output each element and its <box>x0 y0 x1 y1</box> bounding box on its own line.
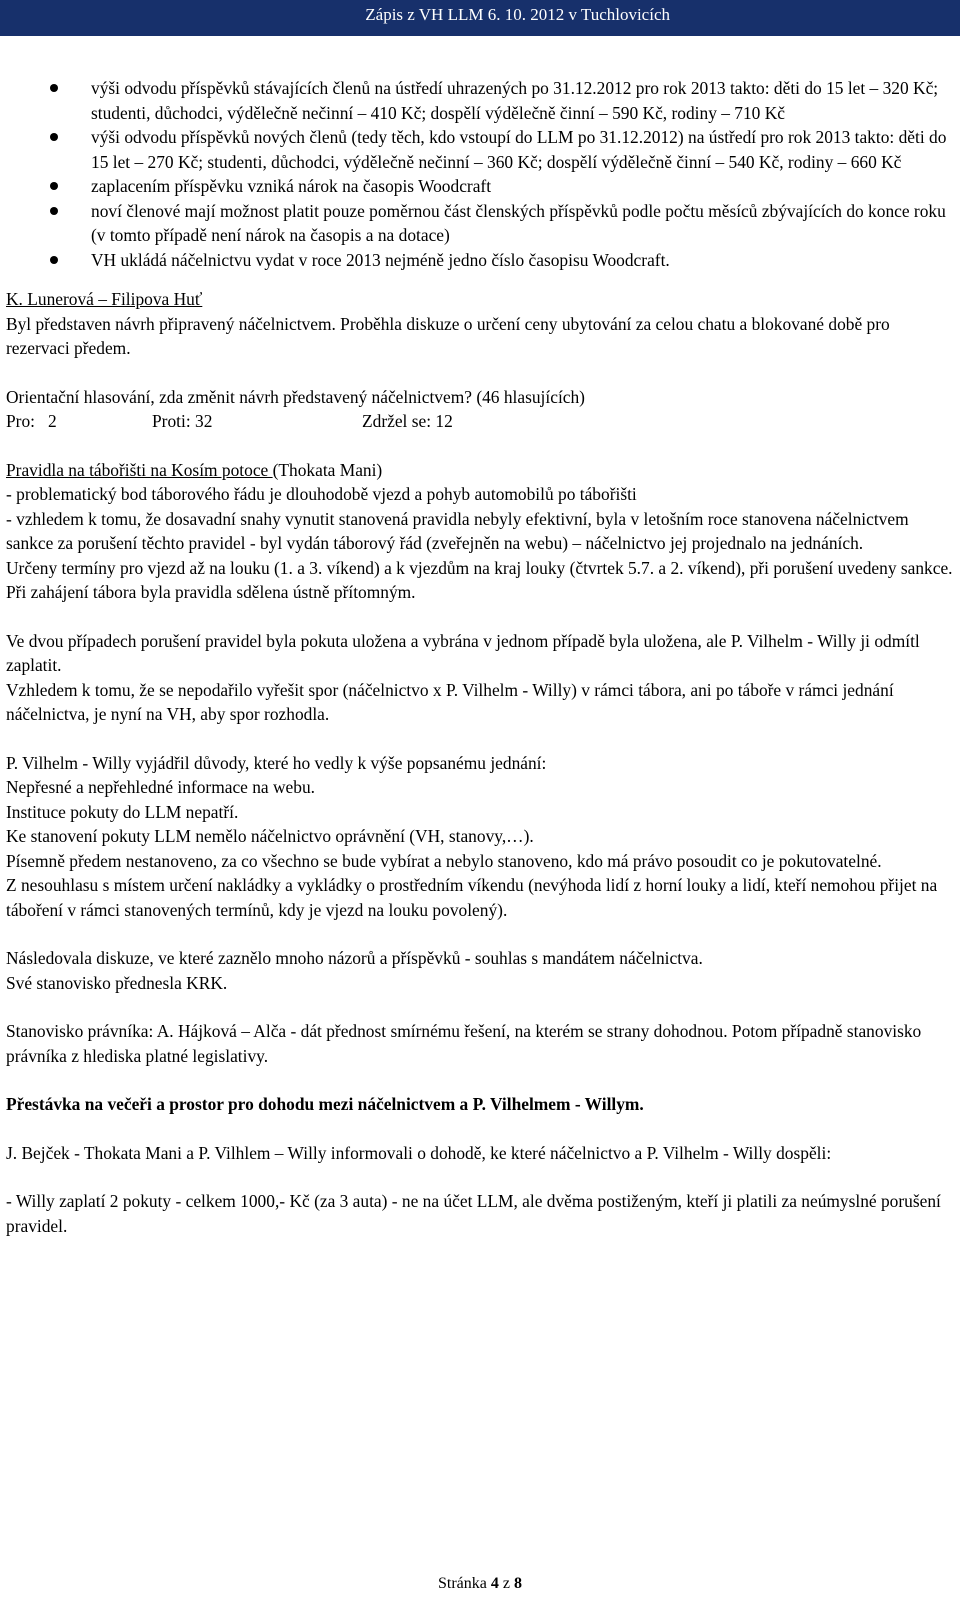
paragraph-agreement <box>6 1141 954 1166</box>
reason-line: Písemně předem nestanoveno, za co všechno se bude vybírat a nebylo stanoveno, kdo má právo posoudit co je pokutovatelné. <box>6 850 882 871</box>
rules-line: - problematický bod táborového řádu je dlouhodobě vjezd a pohyb automobilů po tábořišti <box>6 484 637 504</box>
document-body <box>6 76 954 1262</box>
paragraph-result <box>6 1189 954 1238</box>
paragraph-fines <box>6 629 954 727</box>
rules-line: Určeny termíny pro vjezd až na louku (1. a 3. víkend) a k vjezdům na kraj louky (čtvrtek 5.7. a 2. víkend), při porušení uvedeny sankce. Při zahájení tábora byla pravidla sdělena ústně přítomným. <box>6 557 953 602</box>
footer-page-total: 8 <box>513 1575 522 1592</box>
discussion-line: Své stanovisko přednesla KRK. <box>6 972 228 993</box>
discussion-line: Následovala diskuze, ve které zaznělo mnoho názorů a příspěvků - souhlas s mandátem náčelnictva. <box>6 948 703 968</box>
result-text: - Willy zaplatí 2 pokuty - celkem 1000,- Kč (za 3 auta) - ne na účet LLM, ale dvěma postiženým, kteří ji platili za neúmyslné porušení pravidel. <box>6 1191 941 1236</box>
paragraph-lawyer <box>6 1019 954 1068</box>
reason-line: Ke stanovení pokuty LLM nemělo náčelnictvo oprávnění (VH, stanovy,…). <box>6 826 534 846</box>
agreement-text: J. Bejček - Thokata Mani a P. Vilhlem – Willy informovali o dohodě, ke které náčelnictvo a P. Vilhelm - Willy dospěli: <box>6 1142 832 1163</box>
footer-label: Stránka <box>438 1575 487 1592</box>
reason-line: P. Vilhelm - Willy vyjádřil důvody, které ho vedly k výše popsanému jednání: <box>6 752 547 773</box>
vote-proti: Proti: 32 <box>152 411 213 431</box>
section-heading: K. Lunerová – Filipova Huť <box>6 289 203 309</box>
list-item: zaplacením příspěvku vzniká nárok na časopis Woodcraft <box>6 174 954 199</box>
footer-separator: z <box>502 1575 510 1592</box>
section-text: Byl představen návrh připravený náčelnictvem. Proběhla diskuze o určení ceny ubytování za celou chatu a blokované době pro rezervaci předem. <box>6 313 890 358</box>
page-header <box>0 0 960 36</box>
rules-line: - vzhledem k tomu, že dosavadní snahy vynutit stanovená pravidla nebyly efektivní, byla v letošním roce stanovena náčelnictvem sankce za porušení těchto pravidel - byl vydán táborový řád (zveřejněn na webu) – náčelnictvo jej projednalo na jednáních. <box>6 508 909 553</box>
reason-line: Nepřesné a nepřehledné informace na webu. <box>6 777 316 797</box>
list-item: noví členové mají možnost platit pouze poměrnou část členských příspěvků podle počtu měsíců zbývajících do konce roku (v tomto případě není nárok na časopis a na dotace) <box>6 199 954 248</box>
break-text: Přestávka na večeři a prostor pro dohodu mezi náčelnictvem a P. Vilhelmem - Willym. <box>6 1094 644 1114</box>
vote-block <box>6 385 954 434</box>
reason-line: Instituce pokuty do LLM nepatří. <box>6 801 239 822</box>
vote-pro: Pro: 2 <box>6 411 57 431</box>
section-heading <box>6 458 954 483</box>
fines-line: Vzhledem k tomu, že se nepodařilo vyřešit spor (náčelnictvo x P. Vilhelm - Willy) v rámci tábora, ani po táboře v rámci jednání náčelnictva, je nyní na VH, aby spor rozhodla. <box>6 679 894 724</box>
page-footer <box>0 1574 960 1594</box>
section-heading-underlined: Pravidla na tábořišti na Kosím potoce <box>6 459 273 480</box>
fines-line: Ve dvou případech porušení pravidel byla pokuta uložena a vybrána v jednom případě byla uložena, ale P. Vilhelm - Willy ji odmítl zaplatit. <box>6 630 920 675</box>
vote-results <box>6 409 954 434</box>
section-camp-rules <box>6 458 954 605</box>
paragraph-discussion <box>6 946 954 995</box>
list-item: výši odvodu příspěvků nových členů (tedy těch, kdo vstoupí do LLM po 31.12.2012) na ústředí pro rok 2013 takto: děti do 15 let – 270 Kč; studenti, důchodci, výdělečně nečinní – 360 Kč; dospělí výdělečně činní – 540 Kč, rodiny – 660 Kč <box>6 125 954 174</box>
section-heading-rest: (Thokata Mani) <box>272 459 383 480</box>
list-item: výši odvodu příspěvků stávajících členů na ústředí uhrazených po 31.12.2012 pro rok 2013 takto: děti do 15 let – 320 Kč; studenti, důchodci, výdělečně nečinní – 410 Kč; dospělí výdělečně činní – 590 Kč, rodiny – 710 Kč <box>6 76 954 125</box>
lawyer-text: Stanovisko právníka: A. Hájková – Alča - dát přednost smírnému řešení, na kterém se strany dohodnou. Potom případně stanovisko právníka z hlediska platné legislativy. <box>6 1021 922 1066</box>
vote-zdrzel: Zdržel se: 12 <box>362 411 453 431</box>
vote-question: Orientační hlasování, zda změnit návrh představený náčelnictvem? (46 hlasujících) <box>6 386 585 407</box>
reason-line: Z nesouhlasu s místem určení nakládky a vykládky o prostředním víkendu (nevýhoda lidí z horní louky a lidí, kteří nemohou přijet na táboření v rámci stanovených termínů, kdy je vjezd na louku povolený). <box>6 875 938 920</box>
document-title: Zápis z VH LLM 6. 10. 2012 v Tuchlovicích <box>365 5 670 24</box>
fee-bullet-list <box>6 76 954 272</box>
footer-page-number: 4 <box>490 1575 499 1592</box>
list-item: VH ukládá náčelnictvu vydat v roce 2013 nejméně jedno číslo časopisu Woodcraft. <box>6 248 954 273</box>
section-filipova-hut <box>6 287 954 361</box>
paragraph-reasons <box>6 751 954 923</box>
paragraph-break <box>6 1092 954 1117</box>
